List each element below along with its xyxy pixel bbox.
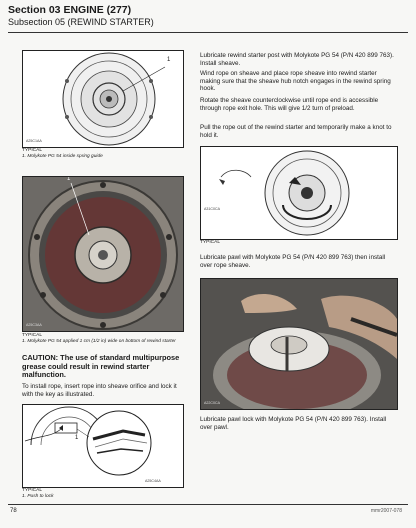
- callout-number: 1: [75, 435, 79, 441]
- caption-typical: TYPICAL: [200, 240, 220, 245]
- rewind-starter-drawing: [23, 51, 183, 147]
- caption-note: 1. Molykote PG 54 applied 1 cm (1/2 in) wide on bottom of rewind starter: [22, 339, 176, 344]
- pawl-photo: [201, 279, 397, 409]
- caption-typical: TYPICAL: [22, 488, 42, 493]
- caution-note: CAUTION: The use of standard multipurpose grease could result in rewind starter malfunction.: [22, 353, 180, 380]
- subsection-title: Subsection 05 (REWIND STARTER): [8, 17, 154, 27]
- figure-bottom-starter: [22, 176, 184, 332]
- footer-rule: [8, 504, 408, 505]
- lubricate-pawl-text: Lubricate pawl with Molykote PG 54 (P/N 420 899 763) then install over rope sheave.: [200, 254, 386, 269]
- header-rule: [8, 32, 408, 33]
- figure-pawl-install: [200, 278, 398, 410]
- figure-code: A25C4AA: [145, 479, 161, 483]
- section-title: Section 03 ENGINE (277): [8, 4, 132, 16]
- install-rope-text: To install rope, insert rope into sheave orifice and lock it with the key as illustrated.: [22, 383, 177, 398]
- pull-rope-text: Pull the rope out of the rewind starter and temporarily make a knot to hold it.: [200, 124, 392, 139]
- figure-sheave-rotation: [200, 146, 398, 240]
- callout-number: 1: [67, 176, 71, 182]
- figure-caption: [22, 333, 182, 345]
- figure-code: A22C0CA: [204, 401, 220, 405]
- figure-rope-lock: [22, 404, 184, 488]
- caption-typical: TYPICAL: [22, 333, 42, 338]
- sheave-drawing: [201, 147, 397, 239]
- figure-caption: [200, 240, 396, 246]
- caption-note: 1. Push to lock: [22, 494, 54, 499]
- page-number: 78: [10, 508, 17, 514]
- lubricate-pawl-lock-text: Lubricate pawl lock with Molykote PG 54 (P/N 420 899 763). Install over pawl.: [200, 416, 387, 431]
- callout-number: 1: [167, 57, 171, 63]
- lubricate-post-text: Lubricate rewind starter post with Molykote PG 54 (P/N 420 899 763). Install sheave.: [200, 52, 394, 67]
- rotate-sheave-text: Rotate the sheave counterclockwise until rope end is accessible through rope exit hole. This will give 1/2 turn of preload.: [200, 97, 379, 112]
- doc-code: mmr2007-078: [370, 508, 402, 514]
- caption-typical: TYPICAL: [22, 148, 42, 153]
- wind-rope-text: Wind rope on sheave and place rope sheave into rewind starter making sure that the sheave hub notch engages in the rewind spring hook.: [200, 70, 391, 93]
- figure-caption: [22, 148, 182, 160]
- caption-note: 1. Molykote PG 54 inside spring guide: [22, 154, 103, 159]
- rope-key-drawing: [23, 405, 183, 487]
- starter-bottom-photo: [23, 177, 183, 331]
- figure-caption: [22, 488, 182, 500]
- figure-code: A25C3AA: [26, 323, 42, 327]
- figure-code: A25C1AA: [26, 139, 42, 143]
- figure-spring-guide: [22, 50, 184, 148]
- page-header: [8, 4, 408, 28]
- figure-code: A31C0CA: [204, 207, 220, 211]
